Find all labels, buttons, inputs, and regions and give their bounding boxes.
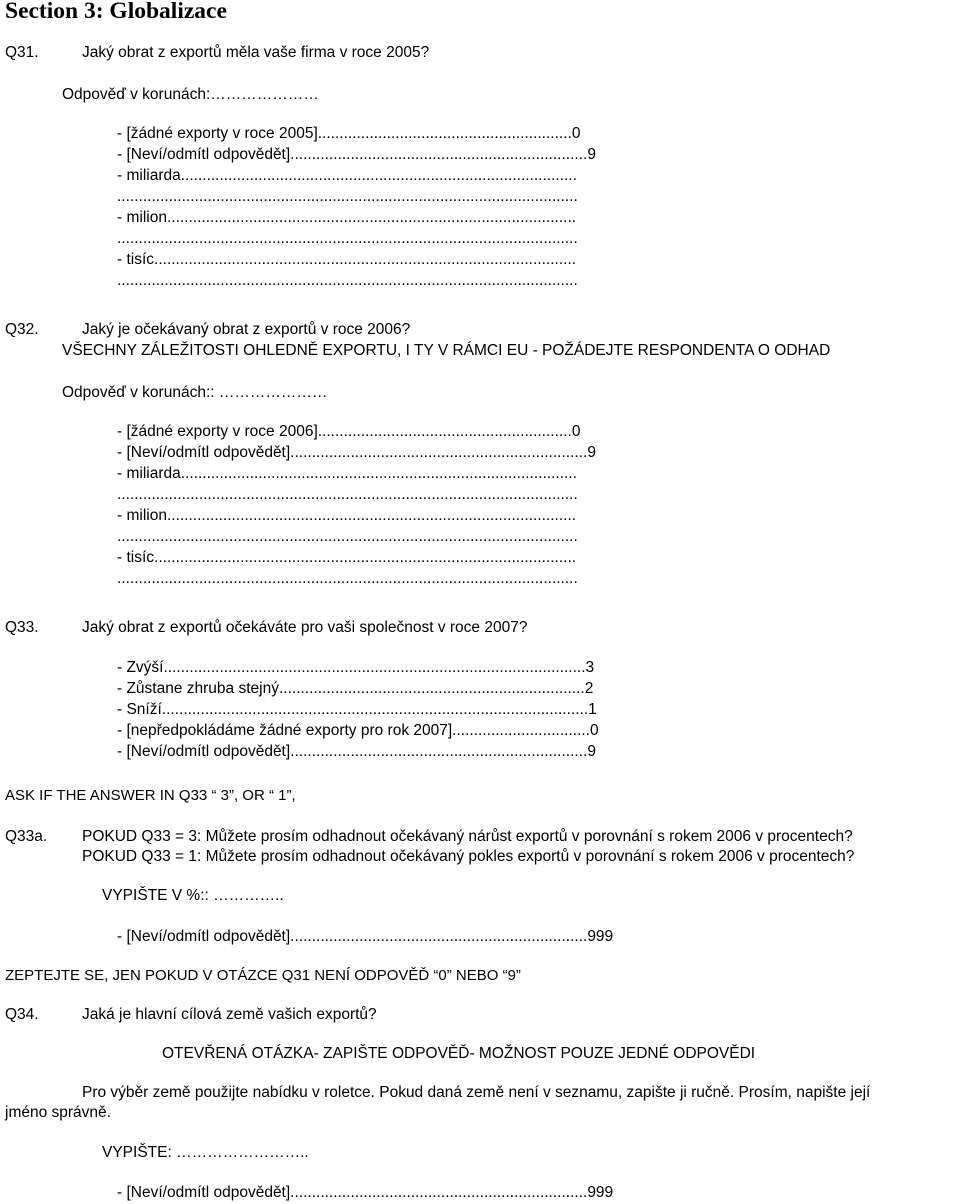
q33a-line2: POKUD Q33 = 1: Můžete prosím odhadnout očekávaný pokles exportů v porovnání s rokem 2006 v procentech? xyxy=(82,848,855,865)
q33a-line1: POKUD Q33 = 3: Můžete prosím odhadnout očekávaný nárůst exportů v porovnání s rokem 2006 v procentech? xyxy=(82,828,853,845)
q33-option[interactable]: - Zůstane zhruba stejný.......................................................................2 xyxy=(117,680,594,697)
q31-option: ........................................................................................................... xyxy=(117,188,578,205)
q33-option[interactable]: - Sníží...................................................................................................1 xyxy=(117,701,597,718)
q33-option[interactable]: - [nepředpokládáme žádné exporty pro rok 2007]................................0 xyxy=(117,722,599,739)
q32-option: ........................................................................................................... xyxy=(117,528,578,545)
q31-option: ........................................................................................................... xyxy=(117,272,578,289)
ask-only-instruction: ZEPTEJTE SE, JEN POKUD V OTÁZCE Q31 NENÍ ODPOVĚĎ “0” NEBO “9” xyxy=(5,967,521,984)
q32-option: ........................................................................................................... xyxy=(117,486,578,503)
section-title: Section 3: Globalizace xyxy=(5,0,227,24)
q34-option[interactable]: - [Neví/odmítl odpovědět].....................................................................999 xyxy=(117,1184,614,1201)
q32-option[interactable]: - [Neví/odmítl odpovědět].....................................................................9 xyxy=(117,444,596,461)
q32-option: ........................................................................................................... xyxy=(117,570,578,587)
q34-question: Jaká je hlavní cílová země vašich exportů? xyxy=(82,1006,377,1023)
q32-answer-prompt: Odpověď v korunách:: ………………… xyxy=(62,384,328,401)
q33-question: Jaký obrat z exportů očekáváte pro vaši společnost v roce 2007? xyxy=(82,619,528,636)
q34-instruction: OTEVŘENÁ OTÁZKA- ZAPIŠTE ODPOVĚĎ- MOŽNOST POUZE JEDNÉ ODPOVĚDI xyxy=(162,1045,756,1062)
q32-option[interactable]: - miliarda............................................................................................ xyxy=(117,465,577,482)
q34-number: Q34. xyxy=(5,1006,39,1023)
q31-answer-prompt: Odpověď v korunách:………………… xyxy=(62,86,319,103)
q33a-write-prompt[interactable]: VYPIŠTE V %:: ………….. xyxy=(102,887,284,904)
q34-write-prompt[interactable]: VYPIŠTE: …………………….. xyxy=(102,1144,309,1161)
q33a-number: Q33a. xyxy=(5,828,48,845)
q31-option: ........................................................................................................... xyxy=(117,230,578,247)
q31-option[interactable]: - [Neví/odmítl odpovědět].....................................................................9 xyxy=(117,146,596,163)
q34-note-line1: Pro výběr země použijte nabídku v roletce. Pokud daná země není v seznamu, zapište ji ručně. Prosím, napište její xyxy=(82,1084,871,1101)
q31-option[interactable]: - tisíc.................................................................................................. xyxy=(117,251,577,268)
q32-option[interactable]: - [žádné exporty v roce 2006]...........................................................0 xyxy=(117,423,581,440)
q32-question: Jaký je očekávaný obrat z exportů v roce 2006? xyxy=(82,321,411,338)
q33-number: Q33. xyxy=(5,619,39,636)
q31-option[interactable]: - miliarda............................................................................................ xyxy=(117,167,577,184)
q32-number: Q32. xyxy=(5,321,39,338)
q31-number: Q31. xyxy=(5,44,39,61)
q33-option[interactable]: - Zvýší..................................................................................................3 xyxy=(117,659,595,676)
q32-instruction: VŠECHNY ZÁLEŽITOSTI OHLEDNĚ EXPORTU, I TY V RÁMCI EU - POŽÁDEJTE RESPONDENTA O ODHAD xyxy=(62,342,831,359)
q31-question: Jaký obrat z exportů měla vaše firma v roce 2005? xyxy=(82,44,430,61)
q34-note-line2: jméno správně. xyxy=(5,1104,111,1121)
q32-option[interactable]: - tisíc.................................................................................................. xyxy=(117,549,577,566)
ask-if-instruction: ASK IF THE ANSWER IN Q33 “ 3”, OR “ 1”, xyxy=(5,787,296,804)
q33a-option[interactable]: - [Neví/odmítl odpovědět].....................................................................999 xyxy=(117,928,614,945)
q31-option[interactable]: - milion............................................................................................... xyxy=(117,209,577,226)
q31-option[interactable]: - [žádné exporty v roce 2005]...........................................................0 xyxy=(117,125,581,142)
q32-option[interactable]: - milion............................................................................................... xyxy=(117,507,577,524)
q33-option[interactable]: - [Neví/odmítl odpovědět].....................................................................9 xyxy=(117,743,596,760)
